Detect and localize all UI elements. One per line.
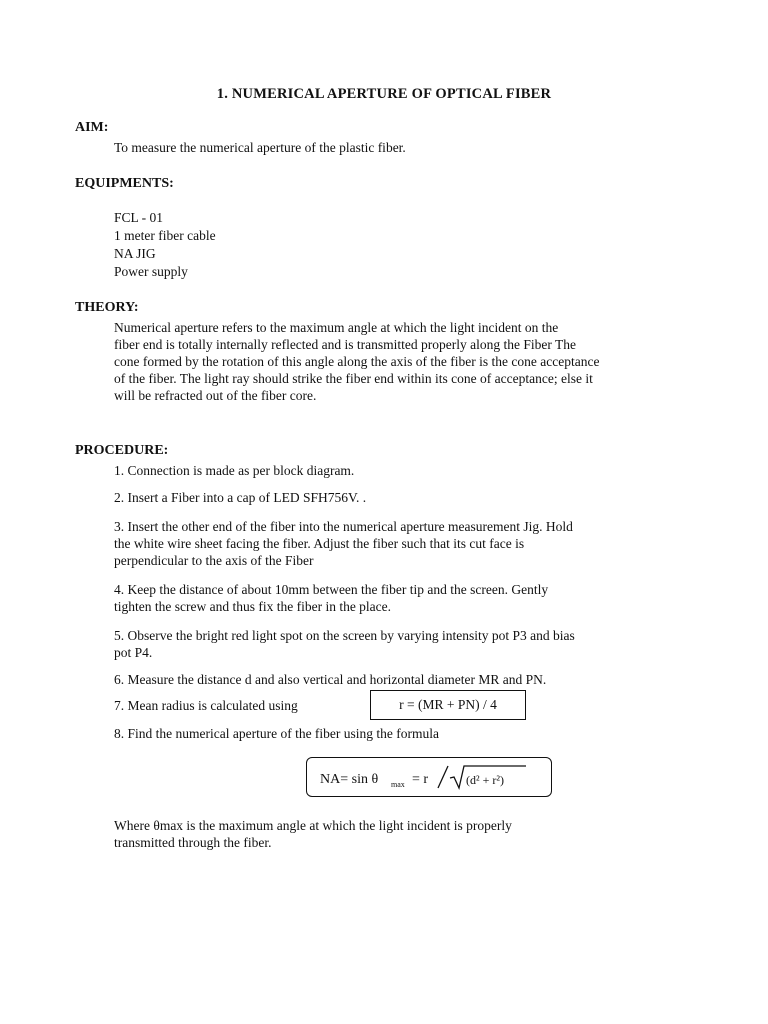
na-formula [314, 760, 544, 794]
mean-radius-formula: r = (MR + PN) / 4 [399, 697, 497, 712]
procedure-step-3-cont: perpendicular to the axis of the Fiber [114, 553, 314, 568]
procedure-step-1: 1. Connection is made as per block diagram. [114, 463, 355, 478]
na-formula-box [306, 757, 552, 797]
theory-line: will be refracted out of the fiber core. [114, 388, 317, 403]
procedure-step-4-cont: tighten the screw and thus fix the fiber in the place. [114, 599, 392, 614]
na-formula-eq: = r [412, 772, 429, 787]
note-line: Where θmax is the maximum angle at which the light incident is properly [114, 818, 512, 833]
equipments-heading: EQUIPMENTS: [75, 176, 174, 191]
equipment-item: FCL - 01 [114, 210, 164, 225]
mean-radius-formula-box [370, 690, 526, 720]
page-title: 1. NUMERICAL APERTURE OF OPTICAL FIBER [216, 86, 552, 102]
procedure-step-8: 8. Find the numerical aperture of the fiber using the formula [114, 726, 440, 741]
equipment-item: Power supply [114, 264, 188, 279]
na-formula-lhs: NA= sin θ [320, 772, 379, 787]
theory-line: fiber end is totally internally reflected and is transmitted properly along the Fiber The [114, 337, 576, 352]
na-formula-sqrt-arg: (d² + r²) [466, 773, 504, 787]
procedure-heading: PROCEDURE: [75, 443, 169, 458]
theory-line: Numerical aperture refers to the maximum angle at which the light incident on the [114, 320, 559, 335]
aim-text: To measure the numerical aperture of the plastic fiber. [114, 140, 406, 155]
fraction-slash [438, 766, 448, 788]
theory-line: of the fiber. The light ray should strike the fiber end within its cone of acceptance; else it [114, 371, 593, 386]
theory-heading: THEORY: [75, 300, 139, 315]
equipment-item: NA JIG [114, 246, 156, 261]
na-formula-subscript: max [391, 780, 405, 789]
procedure-step-3-cont: the white wire sheet facing the fiber. Adjust the fiber such that its cut face is [114, 536, 525, 551]
note-line: transmitted through the fiber. [114, 835, 272, 850]
procedure-step-7: 7. Mean radius is calculated using [114, 698, 298, 713]
procedure-step-5-cont: pot P4. [114, 645, 153, 660]
procedure-step-4: 4. Keep the distance of about 10mm between the fiber tip and the screen. Gently [114, 582, 549, 597]
aim-heading: AIM: [75, 120, 109, 135]
theory-line: cone formed by the rotation of this angle along the axis of the fiber is the cone acceptance [114, 354, 600, 369]
procedure-step-5: 5. Observe the bright red light spot on the screen by varying intensity pot P3 and bias [114, 628, 575, 643]
procedure-step-3: 3. Insert the other end of the fiber into the numerical aperture measurement Jig. Hold [114, 519, 573, 534]
procedure-step-6: 6. Measure the distance d and also vertical and horizontal diameter MR and PN. [114, 672, 547, 687]
procedure-step-2: 2. Insert a Fiber into a cap of LED SFH756V. . [114, 490, 367, 505]
equipment-item: 1 meter fiber cable [114, 228, 216, 243]
